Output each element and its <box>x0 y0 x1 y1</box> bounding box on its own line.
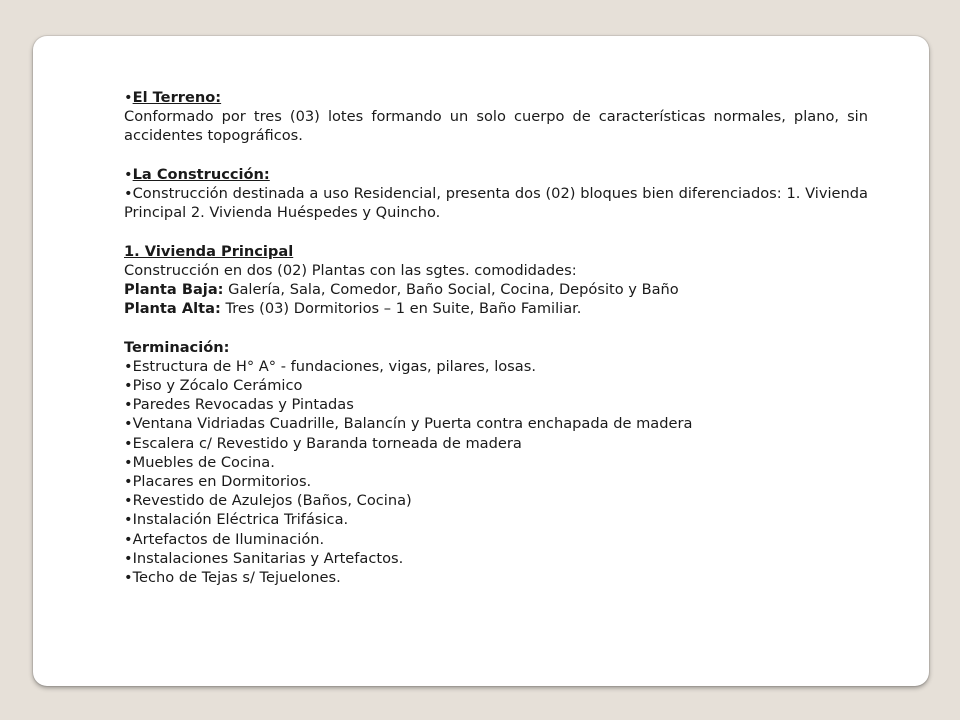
list-item-text: Artefactos de Iluminación. <box>132 530 325 548</box>
construccion-heading-line <box>124 165 868 184</box>
list-item <box>124 472 868 491</box>
vivienda-intro: Construcción en dos (02) Plantas con las sgtes. comodidades: <box>124 261 577 279</box>
terreno-heading-line <box>124 88 868 107</box>
bullet-icon <box>124 531 133 548</box>
construccion-body: Construcción destinada a uso Residencial, presenta dos (02) bloques bien diferenciados: 1. Vivienda Principal 2. Vivienda Huéspedes y Quincho. <box>124 185 868 222</box>
list-item-text: Instalación Eléctrica Trifásica. <box>132 511 349 529</box>
list-item-text: Instalaciones Sanitarias y Artefactos. <box>132 549 404 567</box>
planta-baja-label: Planta Baja: <box>124 281 224 298</box>
bullet-icon <box>124 415 133 432</box>
bullet-icon <box>124 89 133 106</box>
bullet-icon <box>124 454 133 471</box>
list-item <box>124 549 868 568</box>
bullet-icon <box>124 569 133 586</box>
spacer <box>124 146 868 165</box>
list-item <box>124 568 868 587</box>
bullet-icon <box>124 492 133 509</box>
planta-alta-line <box>124 299 868 318</box>
list-item <box>124 434 868 453</box>
bullet-icon <box>124 185 133 202</box>
planta-alta-label: Planta Alta: <box>124 300 221 318</box>
list-item-text: Muebles de Cocina. <box>132 453 275 471</box>
slide-content <box>124 88 868 587</box>
list-item <box>124 395 868 414</box>
list-item-text: Paredes Revocadas y Pintadas <box>132 396 354 414</box>
bullet-icon <box>124 511 133 528</box>
planta-baja-line <box>124 280 868 299</box>
list-item <box>124 510 868 529</box>
terminacion-list <box>124 357 868 587</box>
list-item <box>124 491 868 510</box>
spacer <box>124 318 868 337</box>
planta-alta-text: Tres (03) Dormitorios – 1 en Suite, Baño Familiar. <box>220 300 582 318</box>
bullet-icon <box>124 435 133 452</box>
list-item-text: Revestido de Azulejos (Baños, Cocina) <box>132 492 412 510</box>
list-item-text: Techo de Tejas s/ Tejuelones. <box>132 569 341 587</box>
list-item-text: Ventana Vidriadas Cuadrille, Balancín y Puerta contra enchapada de madera <box>132 415 693 433</box>
vivienda-heading: 1. Vivienda Principal <box>124 242 294 260</box>
bullet-icon <box>124 358 133 375</box>
bullet-icon <box>124 473 133 490</box>
construccion-heading: La Construcción: <box>132 165 270 183</box>
list-item <box>124 414 868 433</box>
list-item-text: Estructura de H° A° - fundaciones, vigas, pilares, losas. <box>132 357 536 375</box>
list-item-text: Escalera c/ Revestido y Baranda torneada de madera <box>132 434 522 452</box>
terminacion-heading: Terminación: <box>124 338 230 356</box>
list-item <box>124 530 868 549</box>
list-item <box>124 376 868 395</box>
list-item-text: Piso y Zócalo Cerámico <box>132 377 303 394</box>
bullet-icon <box>124 377 133 394</box>
bullet-icon <box>124 396 133 413</box>
bullet-icon <box>124 166 133 183</box>
vivienda-heading-line <box>124 242 868 261</box>
construccion-body-line <box>124 184 868 222</box>
terreno-heading: El Terreno: <box>132 89 222 106</box>
list-item-text: Placares en Dormitorios. <box>132 473 312 491</box>
list-item <box>124 357 868 376</box>
terreno-body: Conformado por tres (03) lotes formando un solo cuerpo de características normales, plano, sin accidentes topográficos. <box>124 108 868 145</box>
planta-baja-text: Galería, Sala, Comedor, Baño Social, Cocina, Depósito y Baño <box>223 281 679 298</box>
bullet-icon <box>124 550 133 567</box>
list-item <box>124 453 868 472</box>
spacer <box>124 222 868 241</box>
